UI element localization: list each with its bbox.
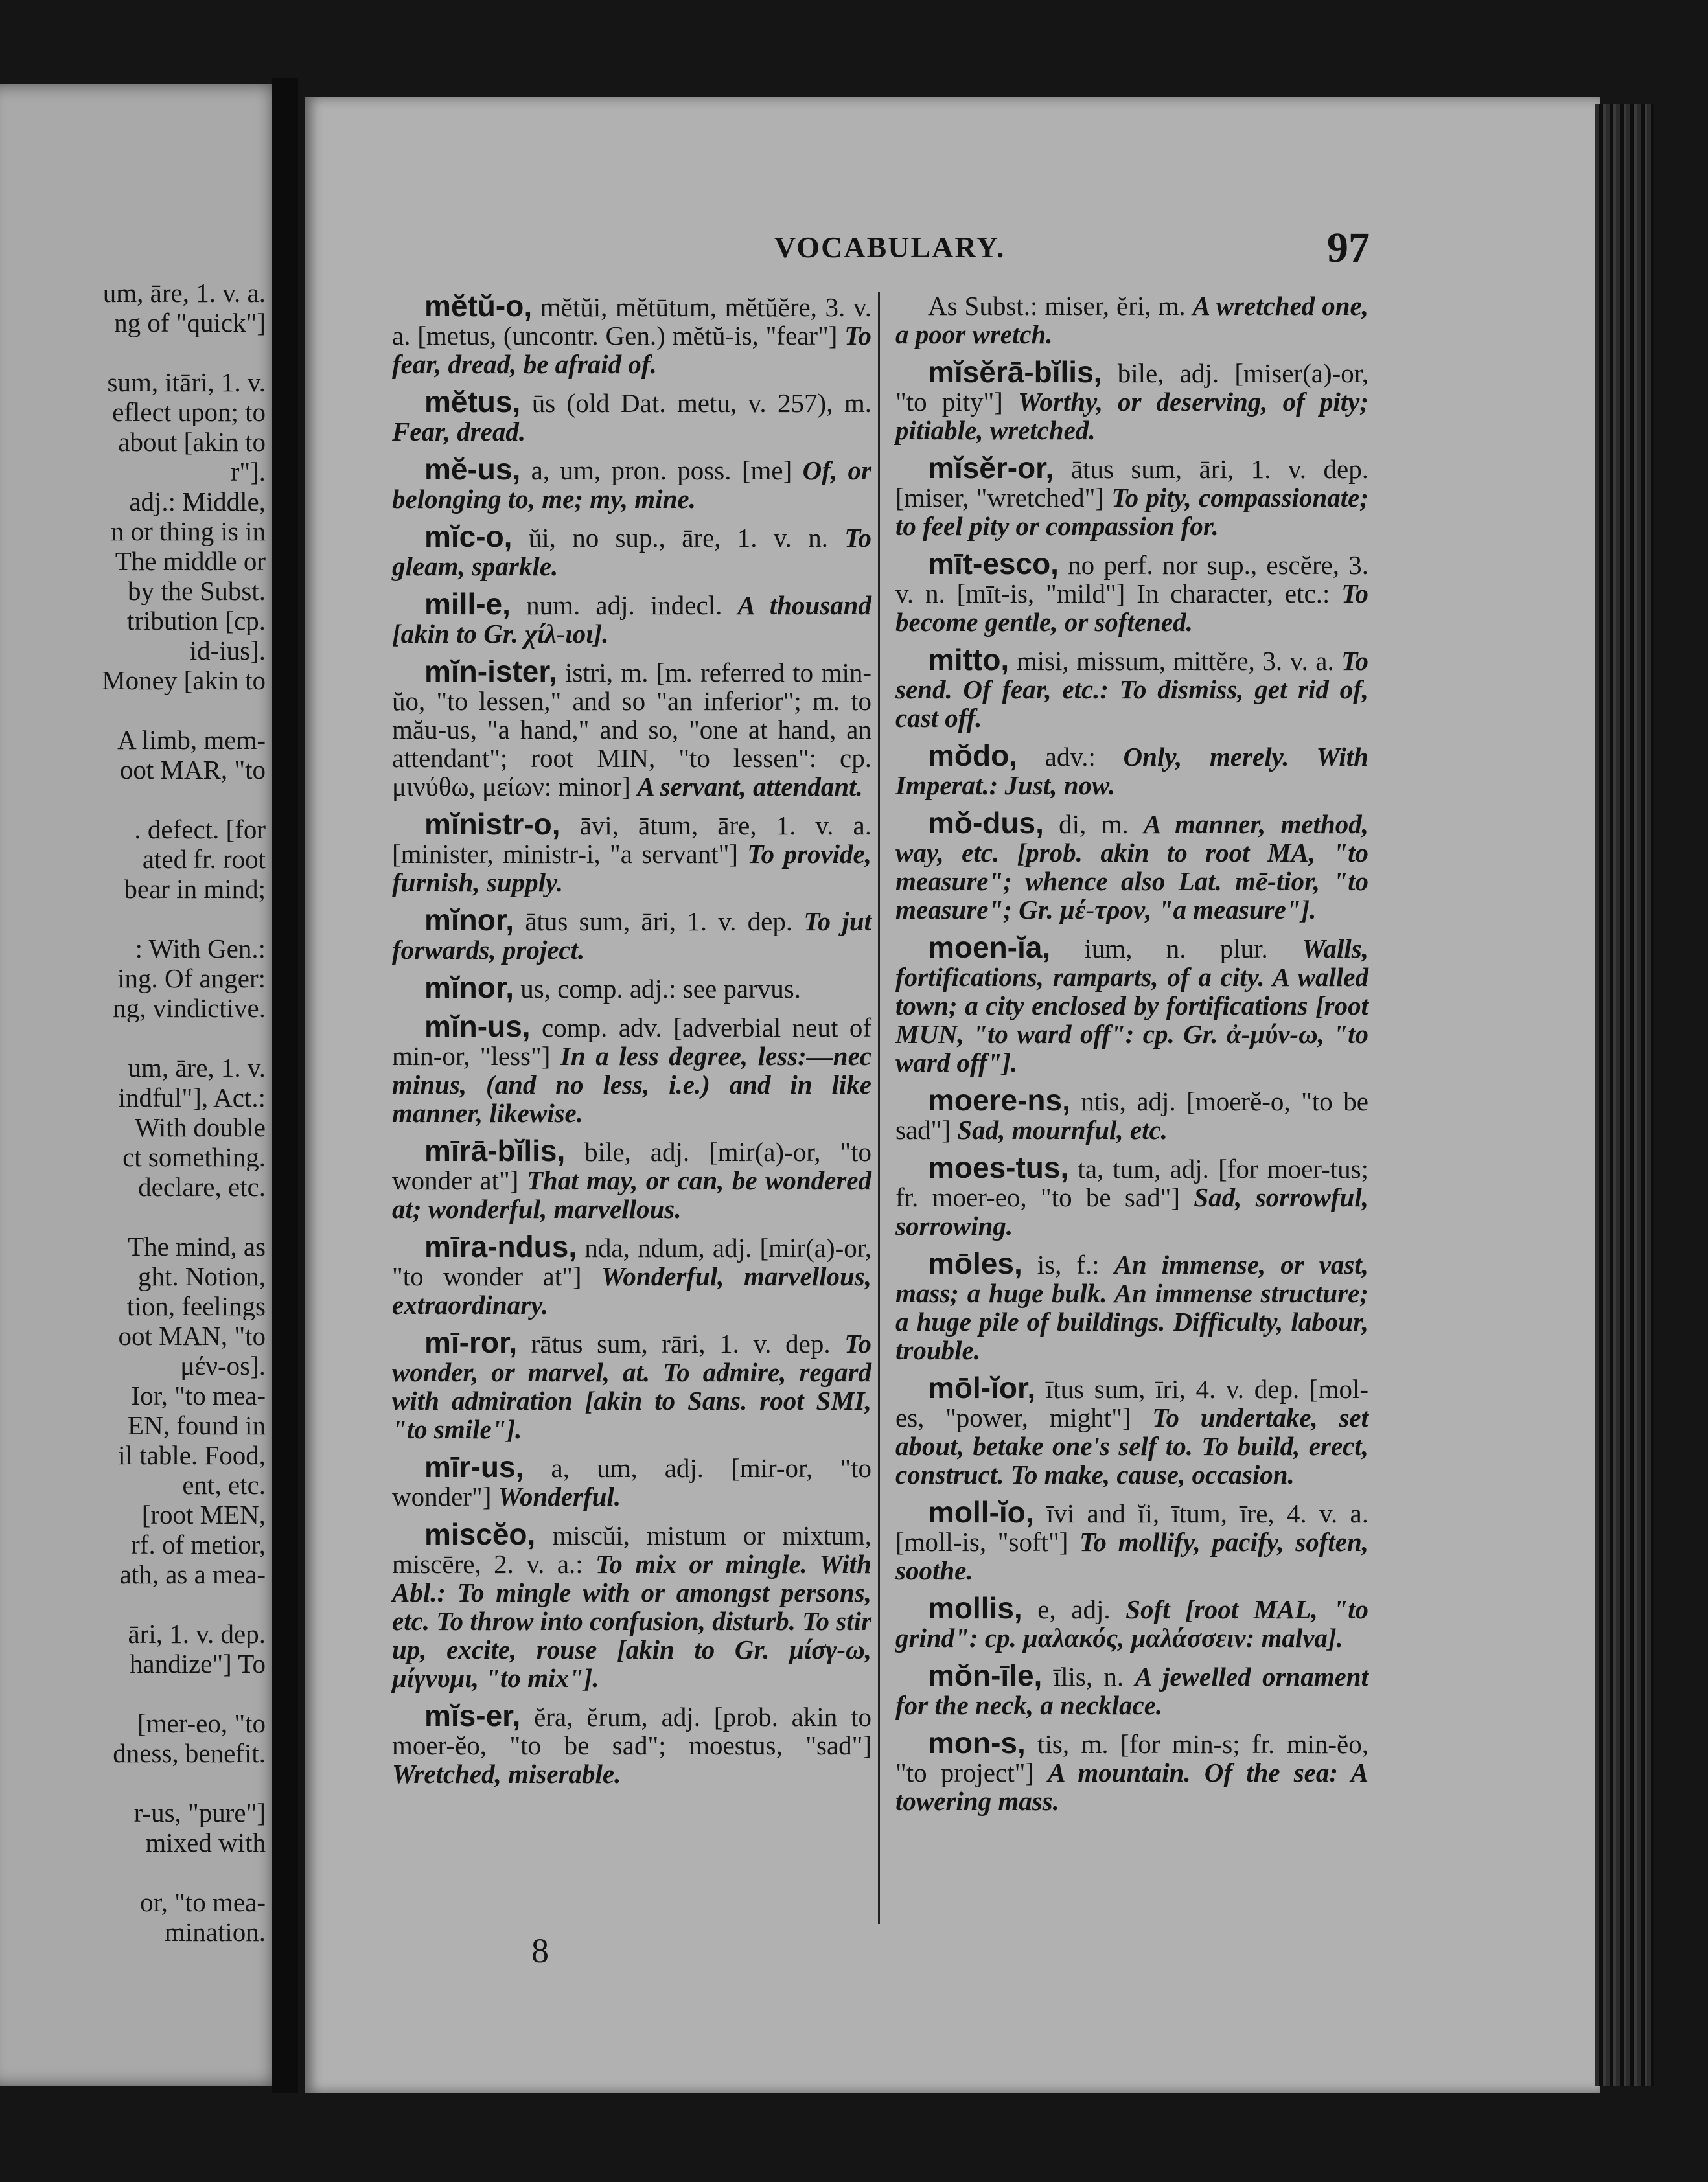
entry-headword: mīra-ndus, (424, 1230, 577, 1263)
entry-headword: mīt-esco, (928, 547, 1059, 580)
left-page-line: The middle or (115, 547, 266, 575)
entry-grammar: ātus sum, āri, 1. v. dep. (525, 906, 793, 936)
entry-headword: mĭn-ister, (424, 654, 557, 688)
entry-headword: mŏdo, (928, 739, 1017, 772)
dictionary-entry (895, 451, 1368, 541)
entry-meaning: A servant, attendant. (637, 772, 863, 801)
entry-headword: mollis, (928, 1591, 1022, 1625)
entry-grammar: no perf. nor sup., escĕre, 3. v. n. [mīt-is, "mild"] In character, etc.: (895, 550, 1369, 608)
entry-headword: mōl-ĭor, (928, 1371, 1036, 1405)
entry-headword: mĭnistr-o, (424, 807, 560, 841)
left-page-line: The mind, as (128, 1232, 266, 1261)
left-page-line: mination. (164, 1918, 266, 1946)
entry-meaning: To mix or mingle. With Abl.: To mingle with or amongst persons, etc. To throw into confusion, disturb. To stir up, excite, rouse [akin to Gr. μίσγ-ω, μίγνυμι, "to mix"]. (392, 1549, 871, 1693)
left-page-line: : With Gen.: (135, 934, 266, 963)
dictionary-entry (895, 645, 1368, 732)
entry-grammar: num. adj. indecl. (526, 590, 722, 620)
entry-grammar: bile, adj. [mir(a)-or, "to wonder at"] (392, 1137, 871, 1195)
entry-grammar: ŭi, no sup., āre, 1. v. n. (528, 523, 828, 553)
entry-headword: mĭnor, (424, 903, 514, 937)
left-page-line: bear in mind; (124, 875, 266, 903)
entry-grammar: mĕtŭi, mĕtūtum, mĕtŭĕre, 3. v. a. [metus, (uncontr. Gen.) mĕtŭ-is, "fear"] (392, 292, 872, 350)
entry-meaning: Walls, fortifications, ramparts, of a city. A walled town; a city enclosed by fortifications [root MUN, "to ward off": cp. Gr. ἀ-μύν-ω, "to ward off"]. (895, 934, 1368, 1077)
vocabulary-column-2 (895, 292, 1368, 1824)
entry-meaning: Wonderful, marvellous, extraordinary. (392, 1261, 871, 1320)
entry-grammar: a, um, adj. [mir-or, "to wonder"] (392, 1453, 871, 1511)
entry-meaning: Wonderful. (498, 1482, 621, 1511)
left-page-line: ated fr. root (142, 845, 266, 873)
entry-grammar: tis, m. [for min-s; fr. min-ĕo, "to project"] (895, 1729, 1368, 1787)
entry-meaning: To jut forwards, project. (392, 906, 872, 965)
left-page-line: or, "to mea- (140, 1888, 266, 1916)
entry-grammar: is, f.: (1037, 1250, 1100, 1280)
entry-meaning: A manner, method, way, etc. [prob. akin to root MA, "to measure"; whence also Lat. mē-tior, "to measure"; Gr. μέ-τρον, "a measure"]. (895, 809, 1369, 924)
entry-meaning: To gleam, sparkle. (392, 523, 872, 581)
entry-headword: mōles, (928, 1246, 1022, 1280)
vocabulary-column-1 (392, 289, 872, 1797)
entry-meaning: To send. Of fear, etc.: To dismiss, get rid of, cast off. (895, 646, 1369, 733)
left-page-line: ct something. (122, 1143, 266, 1171)
left-page-line: ng of "quick"] (114, 308, 266, 337)
entry-meaning: To mollify, pacify, soften, soothe. (895, 1527, 1369, 1585)
dictionary-entry (895, 741, 1368, 799)
left-page-line: oot MAR, "to (119, 755, 266, 784)
entry-meaning: Of, or belonging to, me; my, mine. (392, 455, 871, 514)
dictionary-entry (895, 930, 1368, 1077)
left-page-line: EN, found in (128, 1411, 266, 1440)
entry-grammar: āvi, ātum, āre, 1. v. a. [minister, ministr-i, "a servant"] (392, 810, 871, 869)
dictionary-entry (392, 1328, 871, 1443)
dictionary-entry (392, 970, 871, 1004)
entry-meaning: A mountain. Of the sea: A towering mass. (895, 1758, 1368, 1816)
entry-grammar: ĕra, ĕrum, adj. [prob. akin to moer-ĕo, "to be sad"; moestus, "sad"] (392, 1702, 872, 1760)
left-page-line: um, āre, 1. v. a. (102, 279, 266, 307)
entry-grammar: īvi and ĭi, ītum, īre, 4. v. a. [moll-is, "soft"] (895, 1499, 1368, 1557)
entry-grammar: īlis, n. (1053, 1662, 1124, 1692)
left-page-line: il table. Food, (118, 1441, 266, 1469)
signature-mark: 8 (531, 1931, 549, 1970)
left-page-line: Ior, "to mea- (131, 1381, 266, 1410)
entry-meaning: To pity, compassionate; to feel pity or compassion for. (895, 483, 1368, 541)
left-page-line: eflect upon; to (112, 398, 266, 426)
dictionary-entry (392, 1232, 871, 1319)
entry-grammar: istri, m. [m. referred to min-ŭo, "to lessen," and so "an inferior"; m. to mău-us, "a hand," and so, "one at hand, an attendant"; root MIN, "to lessen": cp. μινύθω, μείων: minor] (392, 658, 871, 801)
entry-headword: mĭsĕrā-bĭlis, (928, 355, 1102, 389)
left-page-line: ent, etc. (182, 1471, 266, 1499)
page-edges (1595, 104, 1654, 2086)
entry-headword: moere-ns, (928, 1083, 1070, 1117)
entry-grammar: rātus sum, rāri, 1. v. dep. (531, 1329, 831, 1359)
dictionary-entry (392, 807, 871, 897)
left-page-line: tion, feelings (126, 1292, 266, 1320)
dictionary-entry (895, 806, 1369, 924)
dictionary-entry (895, 1153, 1368, 1240)
left-page-line: With double (134, 1113, 266, 1142)
left-page-line: rf. of metior, (131, 1530, 266, 1559)
entry-headword: moen-ĭa, (928, 930, 1051, 964)
entry-headword: mĭnor, (424, 970, 514, 1004)
left-page-line: mixed with (145, 1828, 266, 1857)
left-page-line: ing. Of anger: (117, 964, 266, 993)
entry-headword: mīrā-bĭlis, (424, 1134, 566, 1167)
left-page-line: n or thing is in (110, 517, 266, 546)
entry-headword: mill-e, (424, 587, 511, 621)
left-page-line: um, āre, 1. v. (128, 1053, 266, 1082)
dictionary-entry (895, 1661, 1368, 1719)
entry-meaning: To undertake, set about, betake one's self to. To build, erect, construct. To make, cause, occasion. (895, 1403, 1369, 1489)
entry-meaning: Only, merely. With Imperat.: Just, now. (895, 742, 1368, 800)
entry-headword: miscĕo, (424, 1517, 536, 1551)
entry-meaning: Sad, mournful, etc. (957, 1115, 1168, 1145)
dictionary-entry (392, 1136, 871, 1223)
dictionary-entry (895, 1246, 1368, 1365)
left-page-line: A limb, mem- (117, 726, 266, 754)
running-header: VOCABULARY. (774, 231, 1006, 264)
entry-meaning: To become gentle, or softened. (895, 579, 1368, 637)
dictionary-entry (392, 522, 871, 580)
entry-grammar: a, um, pron. poss. [me] (531, 455, 792, 485)
entry-grammar: ta, tum, adj. [for moer-tus; fr. moer-eo, "to be sad"] (895, 1154, 1369, 1212)
left-page-line: indful"], Act.: (118, 1083, 266, 1112)
entry-headword: mon-s, (928, 1726, 1026, 1760)
left-page-line: oot MAN, "to (118, 1322, 266, 1350)
entry-headword: mĭc-o, (424, 520, 513, 553)
book-gutter (272, 78, 298, 2093)
dictionary-entry (392, 903, 872, 965)
entry-headword: moll-ĭo, (928, 1495, 1034, 1529)
entry-grammar: ium, n. plur. (1084, 934, 1268, 963)
dictionary-entry (895, 1373, 1368, 1489)
dictionary-entry (895, 1728, 1368, 1815)
dictionary-entry (392, 587, 872, 649)
entry-headword: mĭs-er, (424, 1699, 521, 1732)
entry-grammar: ātus sum, āri, 1. v. dep. [miser, "wretched"] (895, 454, 1368, 512)
entry-headword: mŏ-dus, (928, 806, 1044, 840)
left-page (0, 84, 285, 2086)
entry-grammar: bile, adj. [miser(a)-or, "to pity"] (895, 358, 1369, 417)
dictionary-entry (895, 1083, 1368, 1145)
left-page-line: [root MEN, (141, 1500, 266, 1529)
left-page-line: ng, vindictive. (113, 994, 266, 1022)
dictionary-entry (392, 387, 871, 446)
left-page-line: [mer-eo, "to (137, 1709, 266, 1738)
left-page-line: μέν-os]. (180, 1351, 266, 1380)
entry-headword: mĕtus, (424, 385, 521, 419)
dictionary-entry (895, 1591, 1368, 1653)
entry-grammar: di, m. (1059, 809, 1129, 839)
left-page-line: about [akin to (118, 428, 266, 456)
left-page-line: id-ius]. (189, 636, 266, 665)
dictionary-entry (392, 289, 872, 379)
entry-headword: mī-ror, (424, 1326, 518, 1359)
entry-headword: mĭsĕr-or, (928, 451, 1054, 485)
entry-meaning: In a less degree, less:—nec minus, (and no less, i.e.) and in like manner, likewise. (392, 1041, 871, 1128)
entry-grammar: nda, ndum, adj. [mir(a)-or, "to wonder at"] (392, 1233, 872, 1291)
left-page-line: by the Subst. (128, 577, 266, 605)
entry-grammar: misi, missum, mittĕre, 3. v. a. (1016, 646, 1334, 676)
dictionary-entry (895, 355, 1369, 445)
entry-grammar: ītus sum, īri, 4. v. dep. [mol-es, "power, might"] (895, 1374, 1368, 1432)
left-page-line: adj.: Middle, (129, 487, 266, 516)
entry-grammar: adv.: (1044, 742, 1096, 772)
entry-meaning: To provide, furnish, supply. (392, 839, 871, 897)
entry-grammar: ūs (old Dat. metu, v. 257), m. (531, 388, 872, 418)
entry-headword: mĕ-us, (424, 452, 521, 486)
entry-grammar: miscŭi, mistum or mixtum, miscēre, 2. v. a.: (392, 1521, 871, 1579)
entry-meaning: Sad, sorrowful, sorrowing. (895, 1182, 1368, 1241)
entry-headword: mĭn-us, (424, 1009, 531, 1043)
entry-meaning: A thousand [akin to Gr. χίλ-ιοι]. (392, 590, 872, 649)
entry-meaning: Soft [root MAL, "to grind": cp. μαλακός, μαλάσσειν: malva]. (895, 1594, 1368, 1653)
entry-grammar: us, comp. adj.: see parvus. (520, 974, 801, 1004)
entry-meaning: A jewelled ornament for the neck, a necklace. (895, 1662, 1368, 1720)
dictionary-entry (895, 292, 1368, 349)
entry-headword: mĕtŭ-o, (424, 289, 533, 323)
entry-meaning: An immense, or vast, mass; a huge bulk. An immense structure; a huge pile of buildings. Difficulty, labour, trouble. (895, 1250, 1368, 1365)
dictionary-entry (392, 1701, 871, 1788)
entry-meaning: Worthy, or deserving, of pity; pitiable, wretched. (895, 387, 1368, 445)
left-page-line: r"]. (230, 457, 266, 486)
entry-headword: mīr-us, (424, 1450, 524, 1484)
dictionary-entry (392, 654, 871, 801)
dictionary-entry (895, 1495, 1369, 1585)
left-page-line: sum, itāri, 1. v. (107, 368, 266, 396)
left-page-line: r-us, "pure"] (133, 1798, 266, 1827)
entry-meaning: A wretched one, a poor wretch. (895, 291, 1368, 349)
entry-meaning: To fear, dread, be afraid of. (392, 321, 871, 379)
entry-grammar: ntis, adj. [moerĕ-o, "to be sad"] (895, 1086, 1368, 1145)
dictionary-entry (392, 1517, 871, 1693)
left-page-line: declare, etc. (138, 1173, 266, 1201)
dictionary-entry (895, 549, 1368, 636)
left-page-line: dness, benefit. (113, 1739, 266, 1767)
dictionary-entry (392, 452, 871, 514)
entry-meaning: That may, or can, be wondered at; wonderful, marvellous. (392, 1166, 872, 1224)
left-page-line: tribution [cp. (126, 606, 266, 635)
entry-meaning: Fear, dread. (392, 417, 526, 446)
dictionary-entry (392, 1009, 871, 1128)
entry-meaning: To wonder, or marvel, at. To admire, regard with admiration [akin to Sans. root SMI, "to smile"]. (392, 1329, 872, 1444)
left-page-line: Money [akin to (102, 666, 266, 695)
entry-grammar: e, adj. (1037, 1594, 1111, 1624)
left-page-line: ath, as a mea- (119, 1560, 266, 1589)
left-page-line: handize"] To (129, 1649, 266, 1678)
entry-grammar: As Subst.: miser, ĕri, m. (928, 291, 1186, 321)
left-page-line: ght. Notion, (137, 1262, 266, 1291)
entry-grammar: comp. adv. [adverbial neut of min-or, "less"] (392, 1013, 871, 1071)
column-divider (878, 292, 880, 1924)
entry-headword: mŏn-īle, (928, 1659, 1043, 1692)
entry-headword: mitto, (928, 643, 1010, 676)
left-page-line: āri, 1. v. dep. (128, 1620, 266, 1648)
page-number: 97 (1327, 224, 1370, 271)
left-page-line: . defect. [for (134, 815, 266, 844)
entry-meaning: Wretched, miserable. (392, 1759, 621, 1789)
entry-headword: moes-tus, (928, 1151, 1069, 1184)
dictionary-entry (392, 1450, 871, 1511)
